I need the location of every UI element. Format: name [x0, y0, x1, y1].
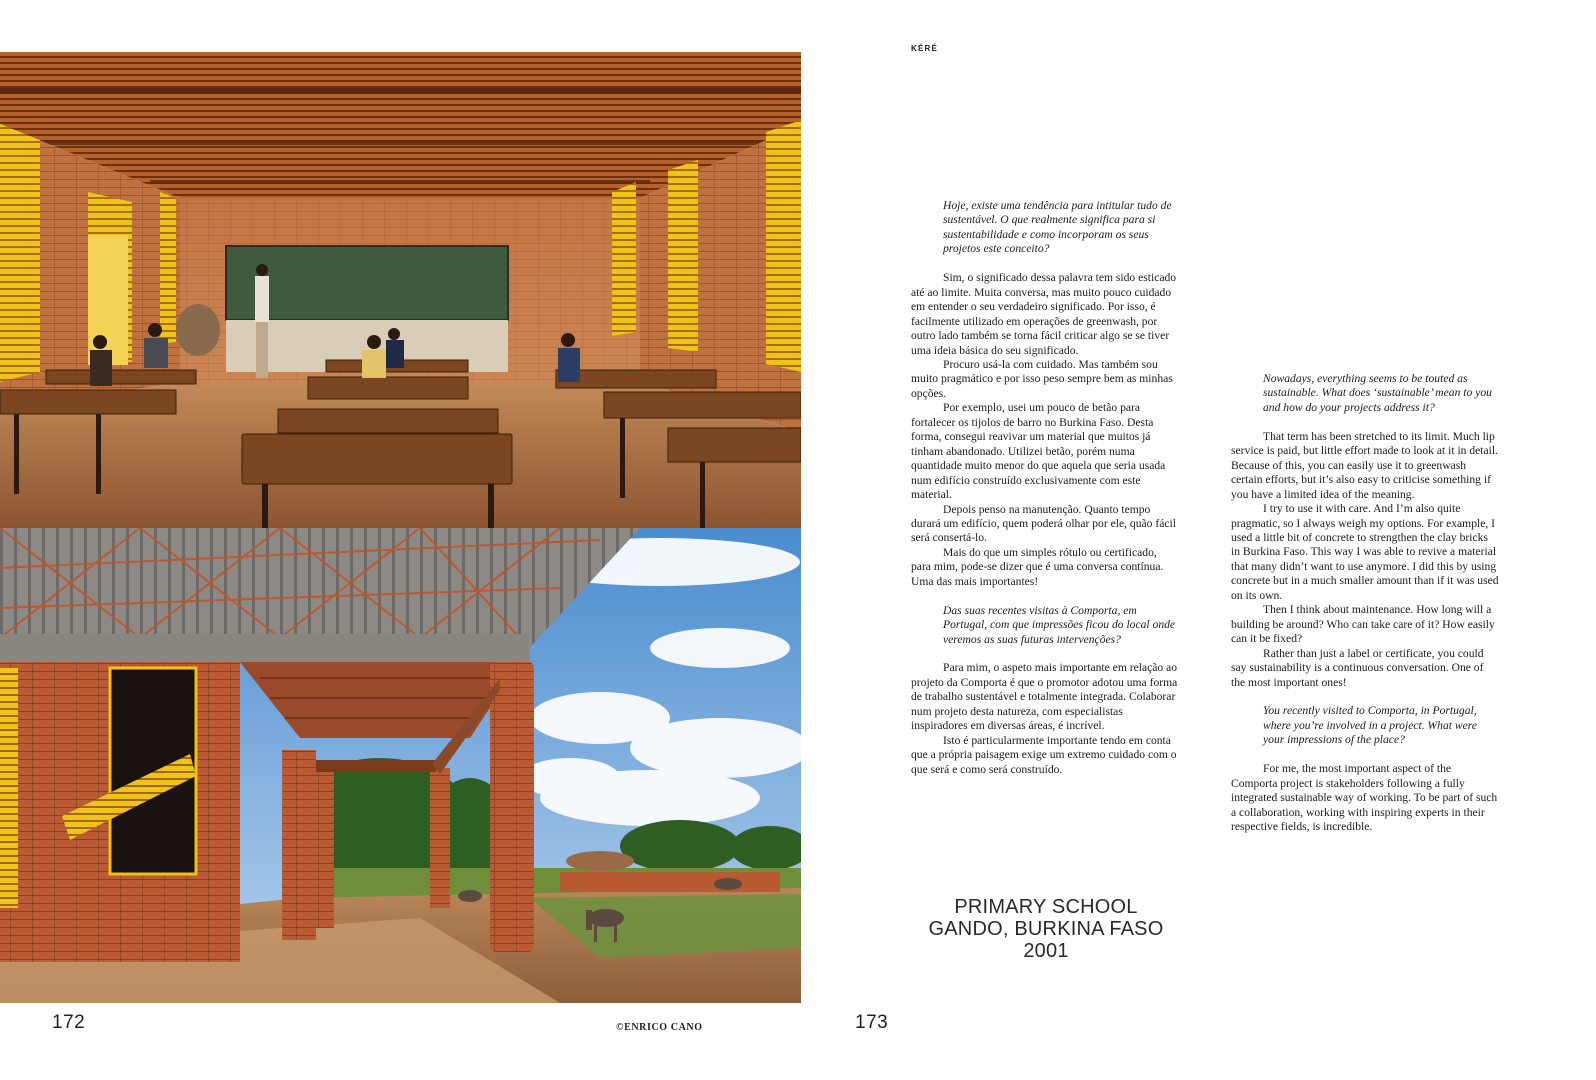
- caption-year: 2001: [1023, 940, 1069, 962]
- answer-1-pt-paragraph: Mais do que um simples rótulo ou certificado, para mim, pode-se dizer que é uma conversa contínua. Uma das mais importantes!: [911, 545, 1164, 588]
- answer-2-pt-paragraph: Isto é particularmente importante tendo em conta que a própria paisagem exige um extremo cuidado com o que será e como será construído.: [911, 733, 1177, 776]
- question-1-pt: Hoje, existe uma tendência para intitular tudo de sustentável. O que realmente significa para si sustentabilidade e como incorporam os seus projetos este conceito?: [943, 199, 1172, 256]
- question-1-en: Nowadays, everything seems to be touted as sustainable. What does ‘sustainable’ mean to you and how do your projects address it?: [1263, 372, 1492, 414]
- photo-credit: ©ENRICO CANO: [616, 1022, 703, 1033]
- project-caption: [912, 896, 1180, 962]
- answer-1-en-paragraph: That term has been stretched to its limit. Much lip service is paid, but little effort made to look at it in detail. Because of this, you can easily use it to greenwash certain efforts, but it’s also easy to criticise something if you have a limited idea of the meaning.: [1231, 429, 1499, 501]
- caption-location: GANDO, BURKINA FASO: [928, 918, 1164, 940]
- question-2-pt: Das suas recentes visitas à Comporta, em Portugal, com que impressões ficou do local onde veremos as suas futuras intervenções?: [943, 603, 1176, 646]
- running-header: KÉRÉ: [911, 44, 939, 53]
- answer-1-pt-paragraph: Sim, o significado dessa palavra tem sido esticado até ao limite. Muita conversa, mas muito pouco cuidado em entender o seu verdadeiro significado. Por isso, é facilmente utilizado em operações de greenwash, por outro lado também se torna fácil criticar algo se se tiver uma ideia básica do seu significado.: [911, 271, 1177, 357]
- answer-1-pt-paragraph: Por exemplo, usei um pouco de betão para fortalecer os tijolos de barro no Burkina Faso. Desta forma, consegui reavivar um material que muitos já tinham abandonado. Utilizei betão, porém numa quantidade muito menor do que aquela que seria usada num edifício construído exclusivamente com este material.: [911, 401, 1166, 502]
- caption-title: PRIMARY SCHOOL: [954, 896, 1138, 918]
- answer-1-en-paragraph: Rather than just a label or certificate, you could say sustainability is a continuous conversation. One of the most important ones!: [1231, 646, 1484, 689]
- answer-2-pt-paragraph: Para mim, o aspeto mais importante em relação ao projeto da Comporta é que o promotor adotou uma forma de trabalho sustentável e totalmente integrada. Colaborar num projeto desta natureza, com especialistas inspiradores em diversas áreas, é incrível.: [911, 661, 1178, 733]
- school-exterior-photo: [0, 528, 801, 1003]
- answer-1-en-paragraph: Then I think about maintenance. How long will a building be around? Who can take care of it? How easily can it be fixed?: [1231, 603, 1495, 646]
- page-number-left: 172: [52, 1012, 86, 1033]
- question-2-en: You recently visited to Comporta, in Portugal, where you’re involved in a project. What were your impressions of the place?: [1263, 704, 1477, 747]
- page-number-right: 173: [855, 1012, 889, 1033]
- answer-1-pt-paragraph: Procuro usá-la com cuidado. Mas também sou muito pragmático e por isso peso sempre bem as minhas opções.: [911, 357, 1173, 400]
- english-column: [1231, 372, 1499, 834]
- classroom-interior-photo: [0, 52, 801, 528]
- answer-1-en-paragraph: I try to use it with care. And I’m also quite pragmatic, so I always weigh my options. For example, I used a little bit of concrete to strengthen the clay bricks in Burkina Faso. This way I was able to revive a material that many didn’t want to use anymore. I did this by using concrete but in a much smaller amount than if it was used on its own.: [1231, 502, 1499, 602]
- portuguese-column: [911, 199, 1179, 777]
- answer-1-pt-paragraph: Depois penso na manutenção. Quanto tempo durará um edifício, quem poderá olhar por ele, quão fácil será consertá-lo.: [911, 502, 1176, 545]
- answer-2-en-paragraph: For me, the most important aspect of the Comporta project is stakeholders following a fully integrated sustainable way of working. To be part of such a collaboration, working with inspiring experts in their respective fields, is incredible.: [1231, 762, 1498, 833]
